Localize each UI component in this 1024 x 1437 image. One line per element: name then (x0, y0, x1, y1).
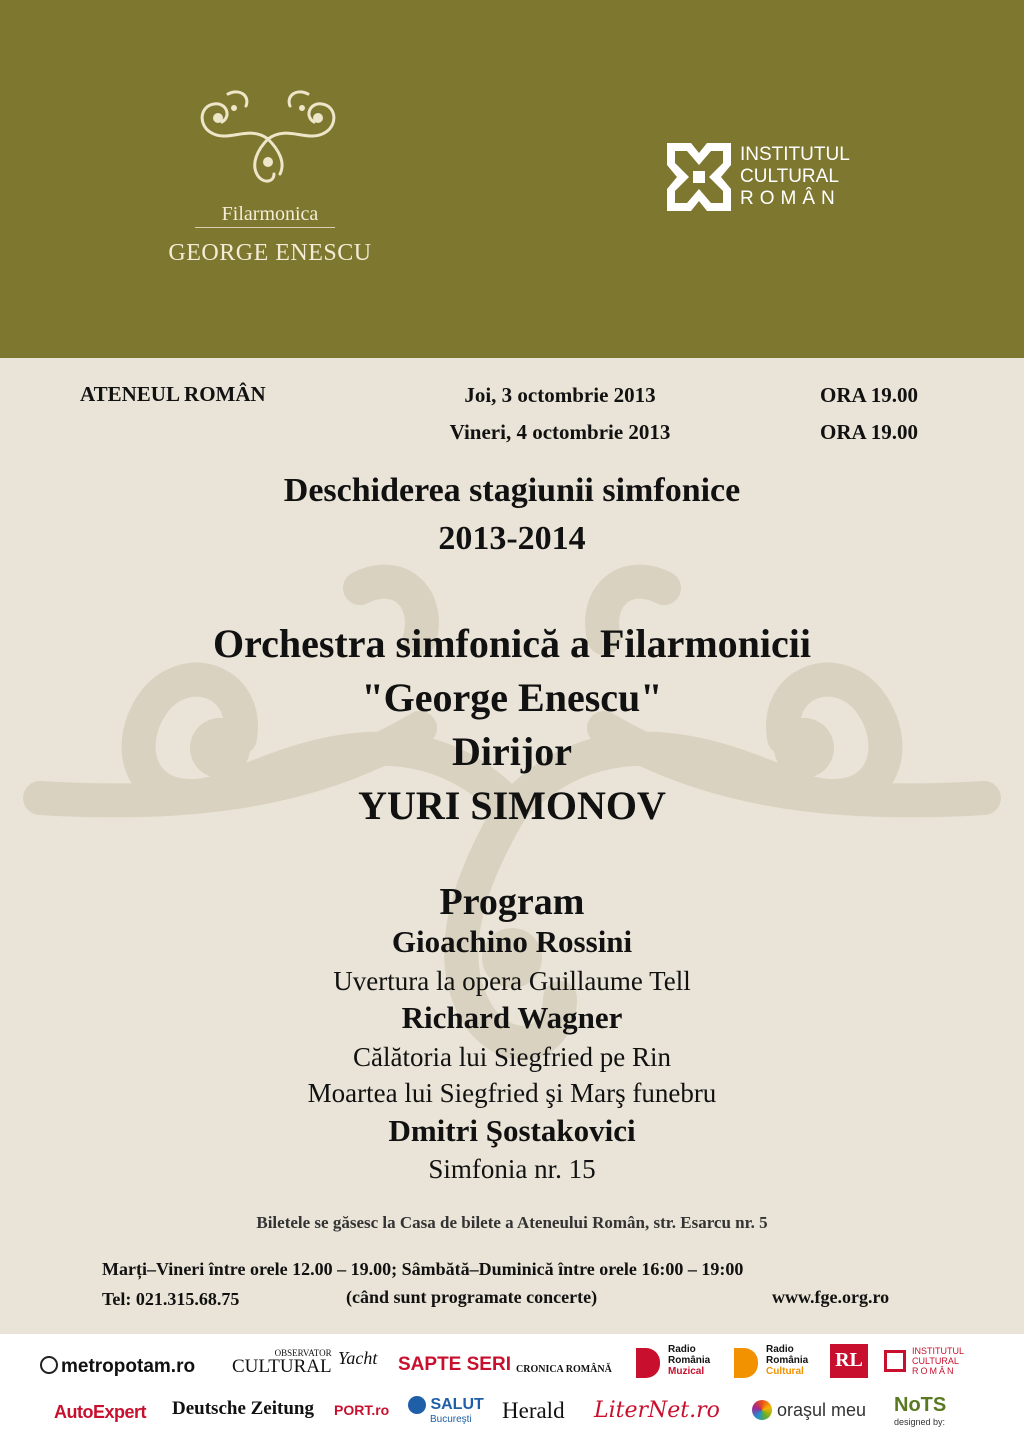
work-3: Simfonia nr. 15 (428, 1154, 596, 1184)
time-1: ORA 19.00 (820, 383, 919, 407)
filarmonica-name: Filarmonica (221, 203, 319, 225)
sponsor-autoexpert: AutoExpert (54, 1402, 147, 1422)
icr-line-1: INSTITUTUL (740, 144, 850, 165)
tickets-info: Biletele se găsesc la Casa de bilete a Ateneului Român, str. Esarcu nr. 5 (256, 1213, 768, 1232)
hours-note: (când sunt programate concerte) (346, 1287, 598, 1307)
metropotam-icon (40, 1356, 58, 1374)
sponsor-observator-cultural: OBSERVATOR CULTURAL (232, 1348, 332, 1377)
sponsor-port-ro: PORT.ro (334, 1402, 390, 1418)
sponsor-metropotam: metropotam.ro (40, 1356, 195, 1378)
icr-line-3: ROMÂN (740, 188, 841, 209)
icr-logo-text (740, 144, 850, 210)
filarmonica-subtitle: GEORGE ENESCU (168, 240, 372, 266)
sponsor-herald: Herald (502, 1398, 565, 1423)
sponsor-yacht: Yacht (338, 1348, 378, 1368)
orasul-meu-icon (752, 1400, 772, 1420)
box-office-hours: Marți–Vineri între orele 12.00 – 19.00; Sâmbătă–Duminică între orele 16:00 – 19:00 (102, 1259, 744, 1279)
orchestra-line-1: Orchestra simfonică a Filarmonicii (212, 621, 812, 666)
composer-3: Dmitri Şostakovici (388, 1113, 636, 1148)
time-2: ORA 19.00 (820, 420, 919, 444)
sponsor-logos: metropotam.ro OBSERVATOR CULTURAL Yacht SAPTE SERI CRONICA ROMÂNĂ Radio România Muzical Radio România Cultural RL INSTITUTUL CULTURAL ROMÂN AutoExpert Deutsche Zeitung PORT.ro SALUT Bucureşti Herald LiterNet.ro oraşul meu NoTS designed by: (0, 1334, 1024, 1437)
work-2b: Moartea lui Siegfried şi Marş funebru (307, 1078, 717, 1108)
icr-small-icon (884, 1350, 906, 1372)
icr-line-2: CULTURAL (740, 166, 839, 187)
composer-2: Richard Wagner (401, 1000, 623, 1035)
telephone: Tel: 021.315.68.75 (102, 1289, 240, 1309)
sponsor-salut-bucuresti: SALUT Bucureşti (408, 1396, 484, 1425)
title-line-2: 2013-2014 (438, 520, 586, 557)
filarmonica-divider (195, 227, 335, 228)
rrc-icon (734, 1348, 758, 1378)
sponsor-nots: NoTS designed by: (894, 1394, 947, 1427)
date-1: Joi, 3 octombrie 2013 (464, 383, 656, 407)
date-2: Vineri, 4 octombrie 2013 (449, 420, 671, 444)
sponsor-liternet: LiterNet.ro (594, 1398, 720, 1423)
sponsor-orasul-meu: oraşul meu (752, 1400, 866, 1421)
header-banner (0, 0, 1024, 358)
poster-body (0, 358, 1024, 1334)
program-heading: Program (439, 881, 585, 923)
conductor-name: YURI SIMONOV (358, 783, 666, 828)
venue: ATENEUL ROMÂN (80, 382, 266, 406)
sponsor-deutsche-zeitung: Deutsche Zeitung (172, 1398, 314, 1419)
orchestra-line-2: "George Enescu" (361, 675, 663, 720)
salut-icon (408, 1396, 426, 1414)
orchestra-line-3: Dirijor (452, 729, 572, 774)
work-1: Uvertura la opera Guillaume Tell (333, 966, 691, 996)
website-link[interactable]: www.fge.org.ro (772, 1287, 890, 1307)
composer-1: Gioachino Rossini (391, 924, 633, 959)
rrm-icon (636, 1348, 660, 1378)
sponsor-sapte-seri: SAPTE SERI (398, 1354, 511, 1375)
filarmonica-ornament-icon (188, 84, 348, 194)
sponsor-romania-libera: RL (830, 1344, 868, 1378)
work-2a: Călătoria lui Siegfried pe Rin (353, 1042, 671, 1072)
icr-logo-icon (667, 143, 731, 211)
title-line-1: Deschiderea stagiunii simfonice (283, 472, 741, 509)
sponsor-cronica-romana: CRONICA ROMÂNĂ (516, 1364, 612, 1375)
